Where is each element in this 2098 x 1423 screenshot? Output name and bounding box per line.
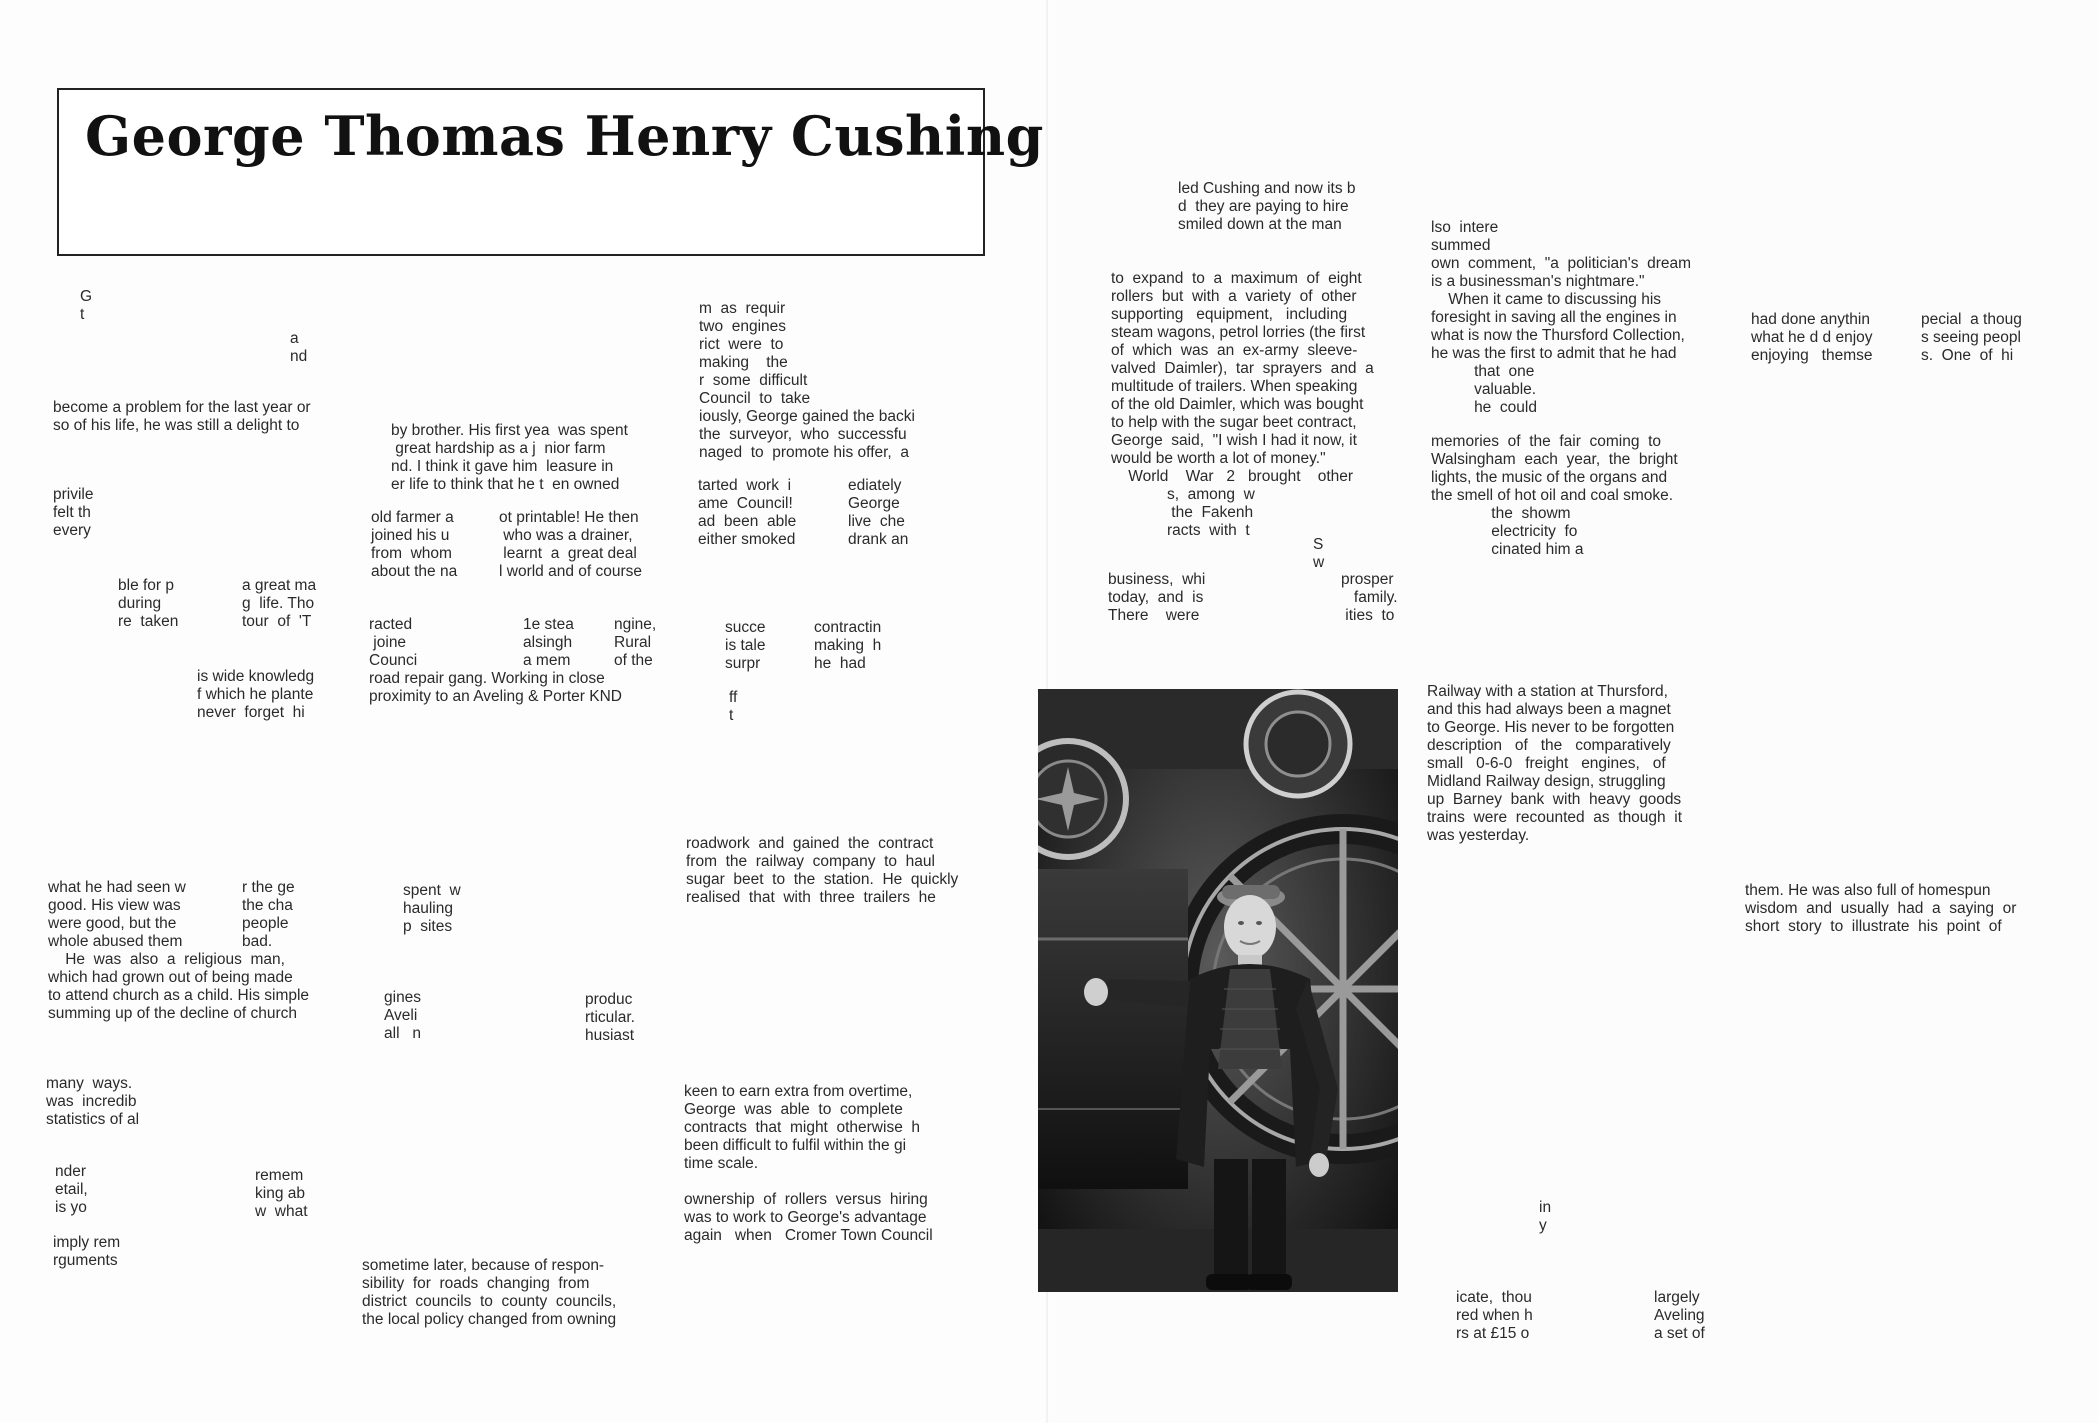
text-fragment: them. He was also full of homespun wisdom and usually had a saying or short story to illustrate his point of [1745, 882, 2017, 935]
text-fragment: lso intere summed own comment, "a politician's dream is a businessman's nightmare." When it came to discussing his foresight in saving all the engines in what is now the Thursford Collection, he was the first to admit that he had that one valuable. he could [1431, 219, 1692, 416]
text-fragment: what he had seen w good. His view was were good, but the whole abused them He was also a religious man, which had grown out of being made to attend church as a child. His simple summing up of the decline of church [48, 879, 310, 1022]
text-fragment: r the ge the cha people bad. [242, 879, 295, 950]
text-fragment: ble for p during re taken [118, 577, 179, 630]
text-fragment: keen to earn extra from overtime, George was able to complete contracts that might otherwise h been difficult to fulfil within the gi time scale. [684, 1083, 921, 1172]
text-fragment: memories of the fair coming to Walsingham each year, the bright lights, the music of the organs and the smell of hot oil and coal smoke. the showm electricity fo cinated him a [1431, 433, 1678, 558]
text-fragment: by brother. His first yea was spent great hardship as a j nior farm nd. I think it gave him leasure in er life to think that he t en owned [391, 422, 628, 493]
text-fragment: spent w hauling p sites [403, 882, 461, 935]
text-fragment: imply rem rguments [53, 1234, 121, 1269]
text-fragment: prosper family. ities to [1341, 571, 1398, 624]
text-fragment: nder etail, is yo [55, 1163, 88, 1216]
text-fragment: business, whi today, and is There were [1108, 571, 1206, 624]
text-fragment: ff t [729, 689, 738, 724]
text-fragment: ngine, Rural of the [614, 616, 657, 669]
article-title: George Thomas Henry Cushing [85, 104, 1044, 168]
text-fragment: Railway with a station at Thursford, and this had always been a magnet to George. His never to be forgotten description of the comparatively small 0-6-0 freight engines, of Midland Railway design, struggling up Barney bank with heavy goods trains were recounted as though it was yesterday. [1427, 683, 1683, 844]
text-fragment: many ways. was incredib statistics of al [46, 1075, 140, 1128]
text-fragment: remem king ab w what [255, 1167, 308, 1220]
text-fragment: is wide knowledg f which he plante never forget hi [197, 668, 315, 721]
text-fragment: ediately George live che drank an [848, 477, 909, 548]
text-fragment: in y [1539, 1199, 1552, 1234]
text-fragment: gines Aveli all n [384, 989, 422, 1042]
text-fragment: old farmer a joined his u from whom about the na [371, 509, 458, 580]
text-fragment: largely Aveling a set of [1654, 1289, 1705, 1342]
text-fragment: 1e stea alsingh a mem [523, 616, 574, 669]
text-fragment: G t [80, 288, 93, 323]
text-fragment: produc rticular. husiast [585, 991, 635, 1044]
text-fragment: led Cushing and now its b d they are paying to hire smiled down at the man [1178, 180, 1356, 233]
text-fragment: S w [1313, 536, 1325, 571]
text-fragment: a nd [290, 330, 308, 365]
text-fragment: a great ma g life. Tho tour of 'T [242, 577, 317, 630]
text-fragment: become a problem for the last year or so of his life, he was still a delight to [53, 399, 311, 434]
text-fragment: ot printable! He then who was a drainer, learnt a great deal l world and of course [499, 509, 643, 580]
text-fragment: contractin making h he had [814, 619, 882, 672]
text-fragment: tarted work i ame Council! ad been able either smoked [698, 477, 797, 548]
text-fragment: ownership of rollers versus hiring was to work to George's advantage again when Cromer Town Council [684, 1191, 933, 1244]
text-fragment: m as requir two engines rict were to making the r some difficult Council to take iously, George gained the backi the surveyor, who successfu naged to promote his offer, a [699, 300, 915, 461]
text-fragment: icate, thou red when h rs at £15 o [1456, 1289, 1533, 1342]
text-fragment: privile felt th every [53, 486, 94, 539]
text-fragment: had done anythin what he d d enjoy enjoying themse [1751, 311, 1873, 364]
text-fragment: pecial a thoug s seeing peopl s. One of hi [1921, 311, 2022, 364]
text-fragment: racted joine Counci road repair gang. Working in close proximity to an Aveling & Porter KND [369, 616, 622, 705]
text-fragment: to expand to a maximum of eight rollers but with a variety of other supporting equipment, including steam wagons, petrol lorries (the first of which was an ex-army sleeve- valved Daimler), tar sprayers and a multitude of trailers. When speaking of the old Daimler, which was bought to help with the sugar beet contract, George said, "I wish I had it now, it would be worth a lot of money." World War 2 brought other s, among w the Fakenh racts with t [1111, 270, 1374, 539]
text-fragment: roadwork and gained the contract from the railway company to haul sugar beet to the station. He quickly realised that with three trailers he [686, 835, 959, 906]
man-with-steam-engine-photo [1038, 689, 1398, 1292]
title-box [57, 88, 1044, 256]
text-fragment: sometime later, because of respon- sibility for roads changing from district councils to county councils, the local policy changed from owning [362, 1257, 617, 1328]
text-fragment: succe is tale surpr [725, 619, 766, 672]
photo-illustration [1038, 689, 1398, 1292]
